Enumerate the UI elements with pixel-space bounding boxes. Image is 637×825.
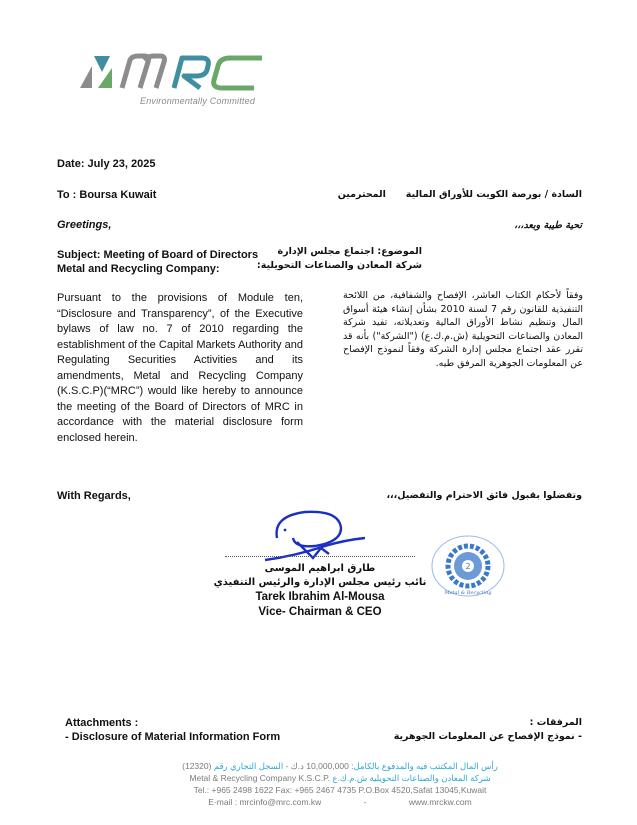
greeting-ar: تحية طيبة وبعد،،، <box>514 220 582 231</box>
signature-line <box>225 556 415 557</box>
footer-separator: - <box>363 797 367 807</box>
subject-en <box>57 248 258 276</box>
footer-company-en: Metal & Recycling Company K.S.C.P. <box>189 773 331 783</box>
attachments-ar <box>394 716 582 744</box>
date: Date: July 23, 2025 <box>57 158 156 170</box>
recipient-ar: السادة / بورصة الكويت للأوراق المالية المحترمين <box>337 189 582 200</box>
greeting-en: Greetings, <box>57 219 112 231</box>
signature-scribble-icon <box>255 508 385 563</box>
subject-ar-line1: الموضوع: اجتماع مجلس الإدارة <box>277 246 422 257</box>
attachment-item-ar: - نموذج الإفصاح عن المعلومات الجوهرية <box>393 731 582 742</box>
footer-contact-line: Tel.: +965 2498 1622 Fax: +965 2467 4735 P.O.Box 4520,Safat 13045,Kuwait <box>193 785 487 795</box>
footer-company-ar: شركة المعادن والصناعات التحويلية ش.م.ك.ع <box>332 773 491 783</box>
subject-en-line1: Subject: Meeting of Board of Directors <box>57 249 259 261</box>
signatory-title-ar: نائب رئيس مجلس الإدارة والرئيس التنفيذي <box>213 577 427 588</box>
attachments-en <box>65 716 280 744</box>
recipient-en: To : Boursa Kuwait <box>57 189 157 201</box>
body-en: Pursuant to the provisions of Module ten, “Disclosure and Transparency”, of the Executive bylaws of law no. 7 of 2010 regarding the establishment of the Capital Markets Authority and Regulating Securities Activities and its amendments, Metal and Recycling Company (K.S.C.P)(“MRC”) would like hereby to announce the meeting of the Board of Directors of MRC in accordance with the material disclosure form enclosed herein. <box>57 292 303 444</box>
body-ar: وفقاً لأحكام الكتاب العاشر، الإفصاح والشفافية، من اللائحة التنفيذية للقانون رقم 7 لسنة 2010 بشأن إنشاء هيئة أسواق المال وتنظيم نشاط الأوراق المالية وتعديلاته، تفيد شركة المعادن والصناعات التحويلية (ش.م.ك.ع) ("الشركة") بأنه قد تقرر عقد اجتماع مجلس إدارة الشركة وفقاً لنموذج الإفصاح عن المعلومات الجوهرية المرفق طيه. <box>343 290 583 369</box>
footer-company-line <box>110 772 570 784</box>
signatory-name-ar: طارق ابراهيم الموسى <box>264 563 376 574</box>
closing-ar: وتفضلوا بقبول فائق الاحترام والتفضيل،،، <box>386 490 582 501</box>
letterhead-footer <box>110 760 570 808</box>
signatory-name-en: Tarek Ibrahim Al-Mousa <box>255 591 385 603</box>
footer-email[interactable]: E-mail : mrcinfo@mrc.com.kw <box>208 797 322 807</box>
attachments-label-en: Attachments : <box>65 717 139 729</box>
svg-text:Metal & Recycling: Metal & Recycling <box>444 590 492 596</box>
attachment-item-en: - Disclosure of Material Information Form <box>65 731 281 743</box>
subject-en-line2: Metal and Recycling Company: <box>57 263 220 275</box>
footer-website[interactable]: www.mrckw.com <box>408 797 472 807</box>
footer-capital-amount: 10,000,000 د.ك - <box>285 761 349 771</box>
mrc-logo-mark-icon <box>78 48 278 98</box>
company-seal-icon <box>428 532 508 602</box>
svg-text:2: 2 <box>465 562 471 571</box>
subject-ar <box>257 245 422 273</box>
signature <box>255 508 385 568</box>
footer-web-line <box>110 796 570 808</box>
subject-ar-line2: شركة المعادن والصناعات التحويلية: <box>256 260 422 271</box>
footer-register-label: السجل التجاري رقم <box>213 761 284 771</box>
footer-capital-line <box>110 760 570 772</box>
signatory-block <box>210 562 430 620</box>
footer-register-number: (12320) <box>182 761 212 771</box>
company-stamp <box>428 532 508 607</box>
footer-capital-label: رأس المال المكتتب فيه والمدفوع بالكامل: <box>351 761 498 771</box>
attachments-label-ar: المرفقات : <box>529 717 582 728</box>
closing-en: With Regards, <box>57 490 131 502</box>
signatory-title-en: Vice- Chairman & CEO <box>258 606 382 618</box>
logo-tagline: Environmentally Committed <box>140 96 256 106</box>
